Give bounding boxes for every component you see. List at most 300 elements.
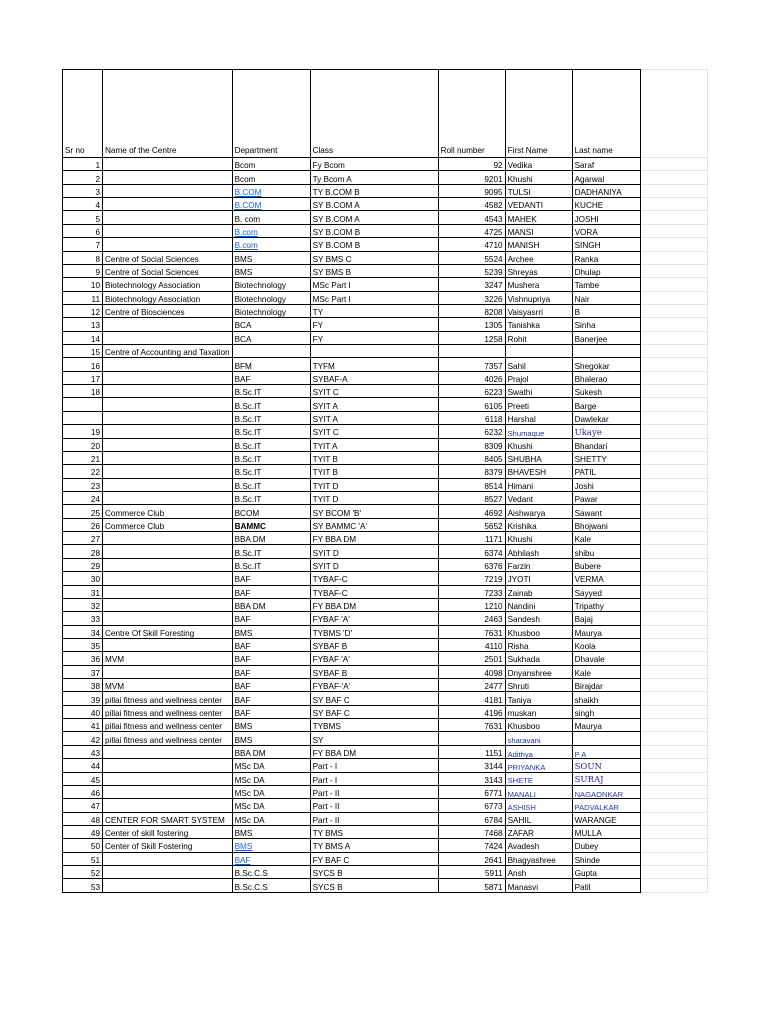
empty-cell[interactable]	[640, 665, 707, 678]
cell-centre[interactable]	[103, 852, 233, 865]
cell-centre[interactable]	[103, 198, 233, 211]
cell-sr-no[interactable]	[63, 411, 103, 424]
cell-centre[interactable]	[103, 211, 233, 224]
cell-centre[interactable]	[103, 171, 233, 184]
cell-first-name[interactable]: MAHEK	[505, 211, 572, 224]
cell-last-name[interactable]: SHETTY	[572, 451, 640, 464]
cell-department[interactable]: BAF	[232, 652, 310, 665]
cell-centre[interactable]: Centre of Social Sciences	[103, 264, 233, 277]
cell-department[interactable]: BFM	[232, 358, 310, 371]
cell-class[interactable]: SY BAF C	[310, 705, 438, 718]
empty-cell[interactable]	[640, 291, 707, 304]
cell-roll-number[interactable]: 7631	[438, 625, 505, 638]
cell-last-name[interactable]: Patil	[572, 879, 640, 892]
empty-cell[interactable]	[640, 598, 707, 611]
empty-cell[interactable]	[640, 518, 707, 531]
cell-class[interactable]: Part - II	[310, 785, 438, 798]
empty-cell[interactable]	[640, 745, 707, 758]
empty-cell[interactable]	[640, 158, 707, 171]
cell-first-name[interactable]: MANSI	[505, 224, 572, 237]
cell-class[interactable]: TY B.COM B	[310, 184, 438, 197]
cell-last-name[interactable]: Gupta	[572, 866, 640, 879]
header-class[interactable]: Class	[310, 70, 438, 158]
cell-last-name[interactable]: Dhulap	[572, 264, 640, 277]
cell-roll-number[interactable]: 9095	[438, 184, 505, 197]
cell-roll-number[interactable]: 8527	[438, 491, 505, 504]
empty-cell[interactable]	[640, 558, 707, 571]
cell-roll-number[interactable]: 92	[438, 158, 505, 171]
cell-sr-no[interactable]: 3	[63, 184, 103, 197]
cell-class[interactable]: TYIT B	[310, 451, 438, 464]
empty-cell[interactable]	[640, 532, 707, 545]
cell-centre[interactable]	[103, 318, 233, 331]
cell-class[interactable]: FY BBA DM	[310, 532, 438, 545]
cell-roll-number[interactable]: 6773	[438, 799, 505, 812]
cell-centre[interactable]	[103, 478, 233, 491]
cell-sr-no[interactable]: 41	[63, 719, 103, 732]
header-sr-no[interactable]: Sr no	[63, 70, 103, 158]
cell-centre[interactable]	[103, 785, 233, 798]
empty-cell[interactable]	[640, 438, 707, 451]
cell-last-name[interactable]: Agarwal	[572, 171, 640, 184]
cell-sr-no[interactable]: 17	[63, 371, 103, 384]
cell-first-name[interactable]: Khushi	[505, 438, 572, 451]
cell-department[interactable]: B.COM	[232, 198, 310, 211]
cell-class[interactable]: SYBAF-A	[310, 371, 438, 384]
cell-first-name[interactable]: Ansh	[505, 866, 572, 879]
cell-class[interactable]: Ty Bcom A	[310, 171, 438, 184]
cell-roll-number[interactable]: 8208	[438, 304, 505, 317]
empty-cell[interactable]	[640, 278, 707, 291]
cell-class[interactable]: TYBMS	[310, 719, 438, 732]
cell-first-name[interactable]: MANISH	[505, 238, 572, 251]
cell-class[interactable]: SYBAF B	[310, 665, 438, 678]
cell-last-name[interactable]: singh	[572, 705, 640, 718]
cell-roll-number[interactable]: 5524	[438, 251, 505, 264]
cell-centre[interactable]	[103, 545, 233, 558]
cell-roll-number[interactable]: 5911	[438, 866, 505, 879]
cell-roll-number[interactable]: 7631	[438, 719, 505, 732]
cell-sr-no[interactable]: 26	[63, 518, 103, 531]
cell-sr-no[interactable]	[63, 398, 103, 411]
cell-department[interactable]: BMS	[232, 251, 310, 264]
cell-centre[interactable]: pillai fitness and wellness center	[103, 705, 233, 718]
empty-cell[interactable]	[640, 825, 707, 838]
cell-roll-number[interactable]: 7424	[438, 839, 505, 852]
cell-department[interactable]: B.Sc.IT	[232, 478, 310, 491]
cell-last-name[interactable]: PADVALKAR	[572, 799, 640, 812]
cell-roll-number[interactable]: 3226	[438, 291, 505, 304]
cell-roll-number[interactable]: 6374	[438, 545, 505, 558]
cell-last-name[interactable]: Nair	[572, 291, 640, 304]
cell-last-name[interactable]: Banerjee	[572, 331, 640, 344]
cell-class[interactable]: TYIT D	[310, 478, 438, 491]
cell-first-name[interactable]: Vishnupriya	[505, 291, 572, 304]
cell-roll-number[interactable]: 7357	[438, 358, 505, 371]
cell-roll-number[interactable]: 2501	[438, 652, 505, 665]
cell-sr-no[interactable]: 44	[63, 759, 103, 772]
cell-centre[interactable]: MVM	[103, 652, 233, 665]
cell-sr-no[interactable]: 25	[63, 505, 103, 518]
empty-cell[interactable]	[640, 545, 707, 558]
cell-department[interactable]: B.Sc.IT	[232, 398, 310, 411]
cell-sr-no[interactable]: 14	[63, 331, 103, 344]
cell-first-name[interactable]: Vaisyasrri	[505, 304, 572, 317]
cell-first-name[interactable]: Sahil	[505, 358, 572, 371]
cell-class[interactable]: Part - II	[310, 799, 438, 812]
cell-centre[interactable]	[103, 665, 233, 678]
cell-first-name[interactable]: JYOTI	[505, 572, 572, 585]
cell-last-name[interactable]: Barge	[572, 398, 640, 411]
cell-first-name[interactable]: Abhilash	[505, 545, 572, 558]
cell-last-name[interactable]: shibu	[572, 545, 640, 558]
cell-first-name[interactable]: PRIYANKA	[505, 759, 572, 772]
cell-department[interactable]: Biotechnology	[232, 291, 310, 304]
cell-class[interactable]: TY	[310, 304, 438, 317]
cell-sr-no[interactable]: 38	[63, 679, 103, 692]
cell-roll-number[interactable]: 1171	[438, 532, 505, 545]
cell-class[interactable]: SY B.COM A	[310, 198, 438, 211]
empty-cell[interactable]	[640, 211, 707, 224]
cell-centre[interactable]	[103, 745, 233, 758]
cell-class[interactable]: TYIT D	[310, 491, 438, 504]
empty-cell[interactable]	[640, 866, 707, 879]
cell-department[interactable]: BAF	[232, 638, 310, 651]
cell-sr-no[interactable]: 8	[63, 251, 103, 264]
empty-cell[interactable]	[640, 585, 707, 598]
cell-class[interactable]: FY	[310, 331, 438, 344]
cell-first-name[interactable]: Zainab	[505, 585, 572, 598]
cell-class[interactable]: Fy Bcom	[310, 158, 438, 171]
cell-class[interactable]	[310, 345, 438, 358]
cell-department[interactable]: BAF	[232, 371, 310, 384]
cell-centre[interactable]	[103, 438, 233, 451]
cell-department[interactable]: BMS	[232, 719, 310, 732]
cell-roll-number[interactable]	[438, 345, 505, 358]
cell-department[interactable]: Bcom	[232, 158, 310, 171]
empty-cell[interactable]	[640, 425, 707, 438]
empty-cell[interactable]	[640, 304, 707, 317]
cell-last-name[interactable]: Bhandari	[572, 438, 640, 451]
cell-roll-number[interactable]: 9201	[438, 171, 505, 184]
cell-centre[interactable]	[103, 158, 233, 171]
cell-roll-number[interactable]: 6376	[438, 558, 505, 571]
cell-centre[interactable]: Centre of Biosciences	[103, 304, 233, 317]
cell-centre[interactable]	[103, 491, 233, 504]
cell-department[interactable]: BMS	[232, 839, 310, 852]
cell-sr-no[interactable]: 40	[63, 705, 103, 718]
cell-first-name[interactable]: BHAVESH	[505, 465, 572, 478]
cell-first-name[interactable]: Tanishka	[505, 318, 572, 331]
cell-class[interactable]: TY BMS A	[310, 839, 438, 852]
cell-first-name[interactable]: Prajol	[505, 371, 572, 384]
cell-class[interactable]: SYCS B	[310, 879, 438, 892]
empty-cell[interactable]	[640, 692, 707, 705]
header-first-name[interactable]: First Name	[505, 70, 572, 158]
empty-cell[interactable]	[640, 638, 707, 651]
empty-cell[interactable]	[640, 358, 707, 371]
cell-first-name[interactable]: Adithya	[505, 745, 572, 758]
cell-department[interactable]: BAF	[232, 572, 310, 585]
cell-roll-number[interactable]: 2463	[438, 612, 505, 625]
cell-department[interactable]: B.Sc.IT	[232, 465, 310, 478]
cell-department[interactable]: B.Sc.IT	[232, 425, 310, 438]
cell-department[interactable]: BAF	[232, 585, 310, 598]
cell-roll-number[interactable]: 2477	[438, 679, 505, 692]
cell-first-name[interactable]: sharavani	[505, 732, 572, 745]
cell-last-name[interactable]: Saraf	[572, 158, 640, 171]
cell-department[interactable]: B.Sc.IT	[232, 438, 310, 451]
empty-cell[interactable]	[640, 785, 707, 798]
empty-cell[interactable]	[640, 759, 707, 772]
cell-department[interactable]: BMS	[232, 264, 310, 277]
cell-last-name[interactable]: Bubere	[572, 558, 640, 571]
cell-last-name[interactable]: DADHANIYA	[572, 184, 640, 197]
cell-department[interactable]: MSc DA	[232, 772, 310, 785]
cell-first-name[interactable]: Harshal	[505, 411, 572, 424]
cell-class[interactable]: SY	[310, 732, 438, 745]
cell-class[interactable]: Part - I	[310, 772, 438, 785]
cell-roll-number[interactable]: 4181	[438, 692, 505, 705]
cell-roll-number[interactable]: 1258	[438, 331, 505, 344]
cell-class[interactable]: SYCS B	[310, 866, 438, 879]
cell-last-name[interactable]: WARANGE	[572, 812, 640, 825]
cell-roll-number[interactable]: 2641	[438, 852, 505, 865]
cell-first-name[interactable]: Rohit	[505, 331, 572, 344]
empty-cell[interactable]	[640, 184, 707, 197]
cell-class[interactable]: SY BAF C	[310, 692, 438, 705]
cell-last-name[interactable]	[572, 345, 640, 358]
cell-roll-number[interactable]: 3247	[438, 278, 505, 291]
cell-last-name[interactable]: Bhojwani	[572, 518, 640, 531]
cell-last-name[interactable]: Bhalerao	[572, 371, 640, 384]
cell-department[interactable]: MSc DA	[232, 759, 310, 772]
cell-sr-no[interactable]: 32	[63, 598, 103, 611]
cell-sr-no[interactable]: 29	[63, 558, 103, 571]
cell-last-name[interactable]: Tambe	[572, 278, 640, 291]
cell-centre[interactable]: Biotechnology Association	[103, 278, 233, 291]
cell-department[interactable]: MSc DA	[232, 799, 310, 812]
cell-centre[interactable]	[103, 371, 233, 384]
empty-cell[interactable]	[640, 799, 707, 812]
cell-sr-no[interactable]: 11	[63, 291, 103, 304]
cell-centre[interactable]	[103, 638, 233, 651]
cell-last-name[interactable]: Sayyed	[572, 585, 640, 598]
cell-first-name[interactable]: Farzin	[505, 558, 572, 571]
cell-first-name[interactable]: Avadesh	[505, 839, 572, 852]
cell-class[interactable]: FYBAF-'A'	[310, 679, 438, 692]
cell-last-name[interactable]: JOSHI	[572, 211, 640, 224]
cell-sr-no[interactable]: 42	[63, 732, 103, 745]
cell-department[interactable]: BAF	[232, 665, 310, 678]
cell-last-name[interactable]	[572, 732, 640, 745]
cell-class[interactable]: SY BMS B	[310, 264, 438, 277]
cell-department[interactable]: BAMMC	[232, 518, 310, 531]
cell-first-name[interactable]: Nandini	[505, 598, 572, 611]
cell-department[interactable]: B.com	[232, 238, 310, 251]
cell-centre[interactable]	[103, 558, 233, 571]
cell-first-name[interactable]: Swathi	[505, 385, 572, 398]
cell-department[interactable]: BBA DM	[232, 598, 310, 611]
cell-class[interactable]: TYBAF-C	[310, 585, 438, 598]
cell-roll-number[interactable]: 8379	[438, 465, 505, 478]
empty-cell[interactable]	[640, 465, 707, 478]
empty-cell[interactable]	[640, 491, 707, 504]
cell-first-name[interactable]: Aishwarya	[505, 505, 572, 518]
cell-sr-no[interactable]: 34	[63, 625, 103, 638]
cell-last-name[interactable]: Joshi	[572, 478, 640, 491]
empty-cell[interactable]	[640, 852, 707, 865]
empty-cell[interactable]	[640, 345, 707, 358]
cell-class[interactable]: SY B.COM B	[310, 238, 438, 251]
empty-cell[interactable]	[640, 264, 707, 277]
cell-last-name[interactable]: Maurya	[572, 625, 640, 638]
cell-centre[interactable]	[103, 879, 233, 892]
cell-centre[interactable]	[103, 411, 233, 424]
cell-centre[interactable]	[103, 465, 233, 478]
cell-class[interactable]: TYIT A	[310, 438, 438, 451]
cell-department[interactable]: B.Sc.IT	[232, 385, 310, 398]
cell-first-name[interactable]: ZAFAR	[505, 825, 572, 838]
cell-department[interactable]: Bcom	[232, 171, 310, 184]
cell-centre[interactable]: Commerce Club	[103, 505, 233, 518]
cell-last-name[interactable]: Maurya	[572, 719, 640, 732]
cell-sr-no[interactable]: 35	[63, 638, 103, 651]
cell-last-name[interactable]: Shegokar	[572, 358, 640, 371]
cell-class[interactable]: SY B.COM A	[310, 211, 438, 224]
cell-first-name[interactable]: Khusboo	[505, 625, 572, 638]
cell-roll-number[interactable]: 6784	[438, 812, 505, 825]
cell-centre[interactable]	[103, 385, 233, 398]
empty-cell[interactable]	[640, 318, 707, 331]
cell-class[interactable]: FYBAF 'A'	[310, 612, 438, 625]
cell-sr-no[interactable]: 16	[63, 358, 103, 371]
cell-department[interactable]: B.com	[232, 224, 310, 237]
cell-sr-no[interactable]: 51	[63, 852, 103, 865]
cell-last-name[interactable]: Ranka	[572, 251, 640, 264]
cell-roll-number[interactable]: 7219	[438, 572, 505, 585]
cell-class[interactable]: TYBMS 'D'	[310, 625, 438, 638]
empty-cell[interactable]	[640, 331, 707, 344]
cell-department[interactable]: B. com	[232, 211, 310, 224]
cell-class[interactable]: SYIT A	[310, 398, 438, 411]
cell-last-name[interactable]: Tripathy	[572, 598, 640, 611]
cell-centre[interactable]	[103, 866, 233, 879]
cell-centre[interactable]	[103, 598, 233, 611]
cell-class[interactable]: FY BAF C	[310, 852, 438, 865]
cell-centre[interactable]: Centre of Social Sciences	[103, 251, 233, 264]
cell-roll-number[interactable]: 7233	[438, 585, 505, 598]
cell-first-name[interactable]: Dnyanshree	[505, 665, 572, 678]
cell-department[interactable]: BMS	[232, 625, 310, 638]
cell-last-name[interactable]: B	[572, 304, 640, 317]
cell-sr-no[interactable]: 1	[63, 158, 103, 171]
header-department[interactable]: Department	[232, 70, 310, 158]
cell-roll-number[interactable]: 1210	[438, 598, 505, 611]
cell-first-name[interactable]: TULSI	[505, 184, 572, 197]
cell-department[interactable]: MSc DA	[232, 785, 310, 798]
cell-roll-number[interactable]: 4725	[438, 224, 505, 237]
cell-class[interactable]: MSc Part I	[310, 291, 438, 304]
cell-department[interactable]: B.Sc.IT	[232, 545, 310, 558]
empty-cell[interactable]	[640, 505, 707, 518]
cell-sr-no[interactable]: 20	[63, 438, 103, 451]
header-roll-number[interactable]: Roll number	[438, 70, 505, 158]
cell-sr-no[interactable]: 45	[63, 772, 103, 785]
cell-class[interactable]: SYIT D	[310, 545, 438, 558]
cell-sr-no[interactable]: 28	[63, 545, 103, 558]
cell-roll-number[interactable]: 8514	[438, 478, 505, 491]
cell-sr-no[interactable]: 2	[63, 171, 103, 184]
empty-cell[interactable]	[640, 224, 707, 237]
cell-sr-no[interactable]: 22	[63, 465, 103, 478]
cell-roll-number[interactable]: 4110	[438, 638, 505, 651]
cell-department[interactable]: Biotechnology	[232, 278, 310, 291]
empty-cell[interactable]	[640, 879, 707, 892]
empty-cell[interactable]	[640, 385, 707, 398]
cell-first-name[interactable]	[505, 345, 572, 358]
cell-roll-number[interactable]: 6771	[438, 785, 505, 798]
cell-centre[interactable]: Commerce Club	[103, 518, 233, 531]
cell-sr-no[interactable]: 31	[63, 585, 103, 598]
cell-first-name[interactable]: Shruti	[505, 679, 572, 692]
cell-centre[interactable]: Center of skill fostering	[103, 825, 233, 838]
cell-department[interactable]: B.COM	[232, 184, 310, 197]
cell-sr-no[interactable]: 4	[63, 198, 103, 211]
cell-first-name[interactable]: ASHISH	[505, 799, 572, 812]
cell-last-name[interactable]: Kale	[572, 665, 640, 678]
cell-class[interactable]: FYBAF 'A'	[310, 652, 438, 665]
cell-class[interactable]: Part - I	[310, 759, 438, 772]
cell-last-name[interactable]: SINGH	[572, 238, 640, 251]
cell-last-name[interactable]: Koola	[572, 638, 640, 651]
cell-centre[interactable]: pillai fitness and wellness center	[103, 732, 233, 745]
cell-centre[interactable]	[103, 451, 233, 464]
cell-centre[interactable]: Center of Skill Fostering	[103, 839, 233, 852]
cell-last-name[interactable]: NAGAONKAR	[572, 785, 640, 798]
cell-class[interactable]: TYFM	[310, 358, 438, 371]
cell-first-name[interactable]: Khusboo	[505, 719, 572, 732]
cell-last-name[interactable]: Sinha	[572, 318, 640, 331]
empty-cell[interactable]	[640, 70, 707, 158]
cell-sr-no[interactable]: 37	[63, 665, 103, 678]
cell-department[interactable]: BAF	[232, 612, 310, 625]
cell-centre[interactable]	[103, 224, 233, 237]
empty-cell[interactable]	[640, 171, 707, 184]
cell-sr-no[interactable]: 7	[63, 238, 103, 251]
cell-first-name[interactable]: Manasvi	[505, 879, 572, 892]
cell-roll-number[interactable]: 4098	[438, 665, 505, 678]
cell-centre[interactable]: Biotechnology Association	[103, 291, 233, 304]
cell-last-name[interactable]: Bajaj	[572, 612, 640, 625]
empty-cell[interactable]	[640, 251, 707, 264]
cell-first-name[interactable]: Vedika	[505, 158, 572, 171]
cell-sr-no[interactable]: 43	[63, 745, 103, 758]
cell-department[interactable]: B.Sc.C.S	[232, 866, 310, 879]
cell-roll-number[interactable]: 8309	[438, 438, 505, 451]
cell-first-name[interactable]: Sukhada	[505, 652, 572, 665]
cell-sr-no[interactable]: 39	[63, 692, 103, 705]
cell-sr-no[interactable]: 13	[63, 318, 103, 331]
empty-cell[interactable]	[640, 478, 707, 491]
cell-centre[interactable]	[103, 759, 233, 772]
cell-roll-number[interactable]: 6232	[438, 425, 505, 438]
cell-centre[interactable]: pillai fitness and wellness center	[103, 719, 233, 732]
cell-class[interactable]: MSc Part I	[310, 278, 438, 291]
cell-first-name[interactable]: SHUBHA	[505, 451, 572, 464]
cell-first-name[interactable]: SAHIL	[505, 812, 572, 825]
cell-sr-no[interactable]: 12	[63, 304, 103, 317]
